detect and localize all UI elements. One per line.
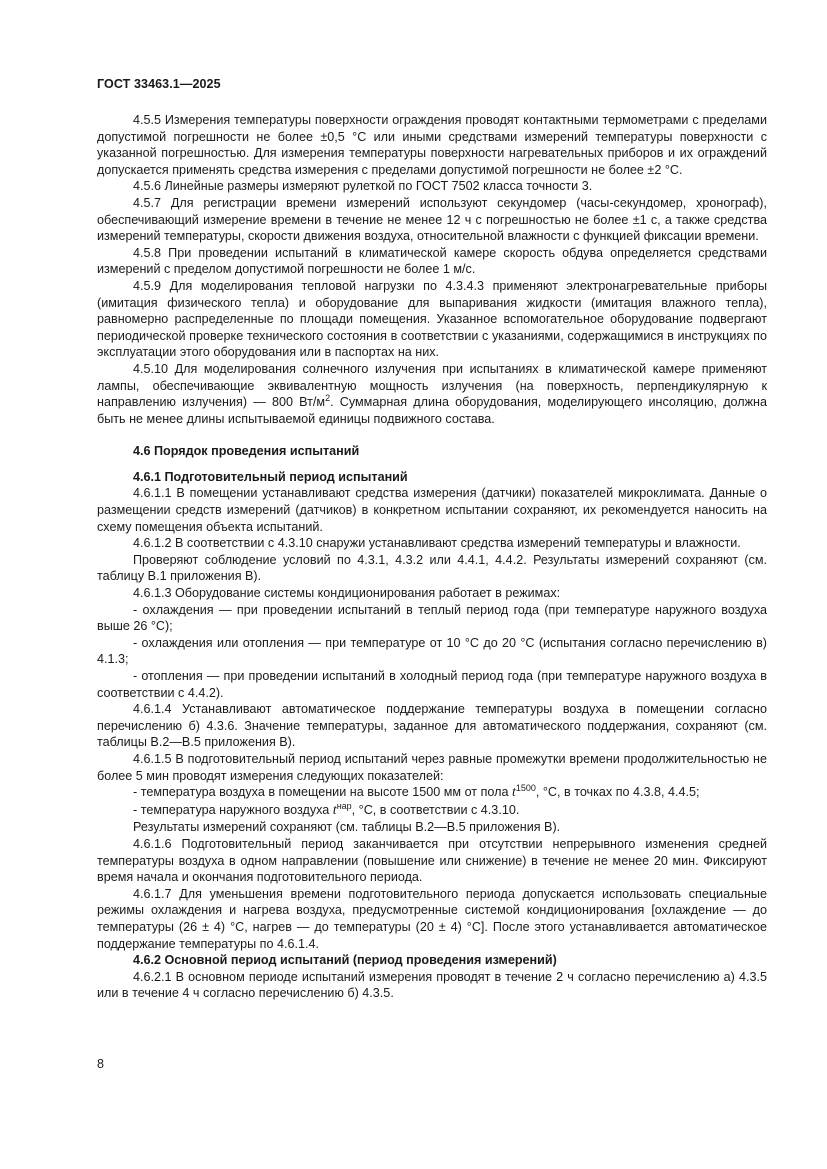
indoor-temp-text: - температура воздуха в помещении на высоте 1500 мм от пола <box>133 785 512 800</box>
paragraph-4-6-1-3: 4.6.1.3 Оборудование системы кондиционирования работает в режимах: <box>133 586 561 601</box>
document-header: ГОСТ 33463.1—2025 <box>97 77 221 91</box>
indoor-temp-symbol: t <box>511 785 516 801</box>
outdoor-temp-symbol: t <box>332 802 337 818</box>
outdoor-temp-text-end: , °С, в соответствии с 4.3.10. <box>351 802 520 817</box>
indoor-temp-superscript: 1500 <box>515 782 536 793</box>
paragraph-4-5-5: 4.5.5 Измерения температуры поверхности ограждения проводят контактными термометрами с пределами допустимой погрешности не более ±0,5 °С или иными средствами измерений температуры поверхности с указанной погрешностью. Для измерения температуры поверхности нагревательных приборов и их ограждений допускается применять средства измерения с пределами допустимой погрешности не более ±2 °С. <box>97 113 767 177</box>
outdoor-temp-superscript: нар <box>336 800 352 811</box>
paragraph-4-6-1-7: 4.6.1.7 Для уменьшения времени подготовительного периода допускается использовать специальные режимы охлаждения и нагрева воздуха, предусмотренные системой кондиционирования [охлаждение — до температуры (26 ± 4) °С, нагрев — до температуры (20 ± 4) °С]. После этого устанавливается автоматическое поддержание температуры по 4.6.1.4. <box>97 886 767 951</box>
paragraph-4-5-10-text-a: 4.5.10 Для моделирования солнечного излучения при испытаниях в климатической камере применяют лампы, обеспечивающие эквивалентную мощность излучения (на поверхность, перпендикулярную к направлению излучения) — 800 Вт/м <box>97 361 767 410</box>
paragraph-4-5-7: 4.5.7 Для регистрации времени измерений используют секундомер (часы-секундомер, хронограф), обеспечивающий измерение времени в течение не менее 12 ч с погрешностью не более ±1 с, а также средства измерений температуры, скорости движения воздуха, относительной влажности с функцией фиксации времени. <box>97 195 767 244</box>
list-item-heating: - отопления — при проведении испытаний в холодный период года (при температуре наружного воздуха в соответствии с 4.4.2). <box>97 669 767 700</box>
outdoor-temp-text: - температура наружного воздуха <box>133 802 333 817</box>
paragraph-4-6-1-2-results: Проверяют соблюдение условий по 4.3.1, 4.3.2 или 4.4.1, 4.4.2. Результаты измерений сохраняют (см. таблицу В.1 приложения В). <box>97 552 767 584</box>
list-item-cooling-or-heating: - охлаждения или отопления — при температуре от 10 °С до 20 °С (испытания согласно перечислению в) 4.1.3; <box>97 635 767 667</box>
paragraph-4-6-2-1: 4.6.2.1 В основном периоде испытаний измерения проводят в течение 2 ч согласно перечислению а) 4.3.5 или в течение 4 ч согласно перечислению б) 4.3.5. <box>97 969 767 1001</box>
paragraph-4-6-1-5-results: Результаты измерений сохраняют (см. таблицы В.2—В.5 приложения В). <box>133 820 561 835</box>
document-body <box>97 112 767 1002</box>
list-item-cooling: - охлаждения — при проведении испытаний в теплый период года (при температуре наружного воздуха выше 26 °С); <box>97 602 767 634</box>
paragraph-4-5-8: 4.5.8 При проведении испытаний в климатической камере скорость обдува определяется средствами измерений с пределом допустимой погрешности не более 1 м/с. <box>97 245 767 277</box>
subsection-heading-4-6-2: 4.6.2 Основной период испытаний (период проведения измерений) <box>133 953 557 968</box>
indoor-temp-text-end: , °С, в точках по 4.3.8, 4.4.5; <box>535 785 700 800</box>
list-item-outdoor-temperature <box>97 802 767 820</box>
paragraph-4-5-10 <box>97 361 767 427</box>
paragraph-4-6-1-5: 4.6.1.5 В подготовительный период испытаний через равные промежутки времени продолжительностью не более 5 мин проводят измерения следующих показателей: <box>97 751 767 783</box>
paragraph-4-6-1-2: 4.6.1.2 В соответствии с 4.3.10 снаружи устанавливают средства измерений температуры и влажности. <box>133 536 741 551</box>
section-heading-4-6: 4.6 Порядок проведения испытаний <box>133 444 360 459</box>
paragraph-4-5-9: 4.5.9 Для моделирования тепловой нагрузки по 4.3.4.3 применяют электронагревательные приборы (имитация физического тепла) и оборудование для выпаривания жидкости (имитация влажного тепла), равномерно распределенные по площади помещения. Указанное вспомогательное оборудование подвергают периодической проверке технического состояния в соответствии с указаниями, содержащимися в инструкциях по эксплуатации этого оборудования или в паспортах на них. <box>97 278 767 360</box>
page-number: 8 <box>97 1057 104 1071</box>
list-item-indoor-temperature <box>97 784 767 802</box>
paragraph-4-5-6: 4.5.6 Линейные размеры измеряют рулеткой по ГОСТ 7502 класса точности 3. <box>133 179 593 194</box>
paragraph-4-6-1-6: 4.6.1.6 Подготовительный период заканчивается при отсутствии непрерывного изменения средней температуры воздуха в одном направлении (повышение или снижение) в течение не менее 20 мин. Фиксируют время начала и окончания подготовительного периода. <box>97 836 767 885</box>
paragraph-4-5-10-superscript: 2 <box>325 392 331 403</box>
paragraph-4-5-10-text-b: . Суммарная длина оборудования, моделирующего инсоляцию, должна быть не менее длины испытываемой единицы подвижного состава. <box>97 395 767 426</box>
subsection-heading-4-6-1: 4.6.1 Подготовительный период испытаний <box>133 469 408 484</box>
paragraph-4-6-1-4: 4.6.1.4 Устанавливают автоматическое поддержание температуры воздуха в помещении согласно перечислению б) 4.3.6. Значение температуры, заданное для автоматического поддержания, сохраняют (см. таблицы В.2—В.5 приложения В). <box>97 702 767 750</box>
paragraph-4-6-1-1: 4.6.1.1 В помещении устанавливают средства измерения (датчики) показателей микроклимата. Данные о размещении средств измерений (датчиков) в конкретном испытании сохраняют, их рекомендуется наносить на схему помещения объекта испытаний. <box>97 486 767 534</box>
